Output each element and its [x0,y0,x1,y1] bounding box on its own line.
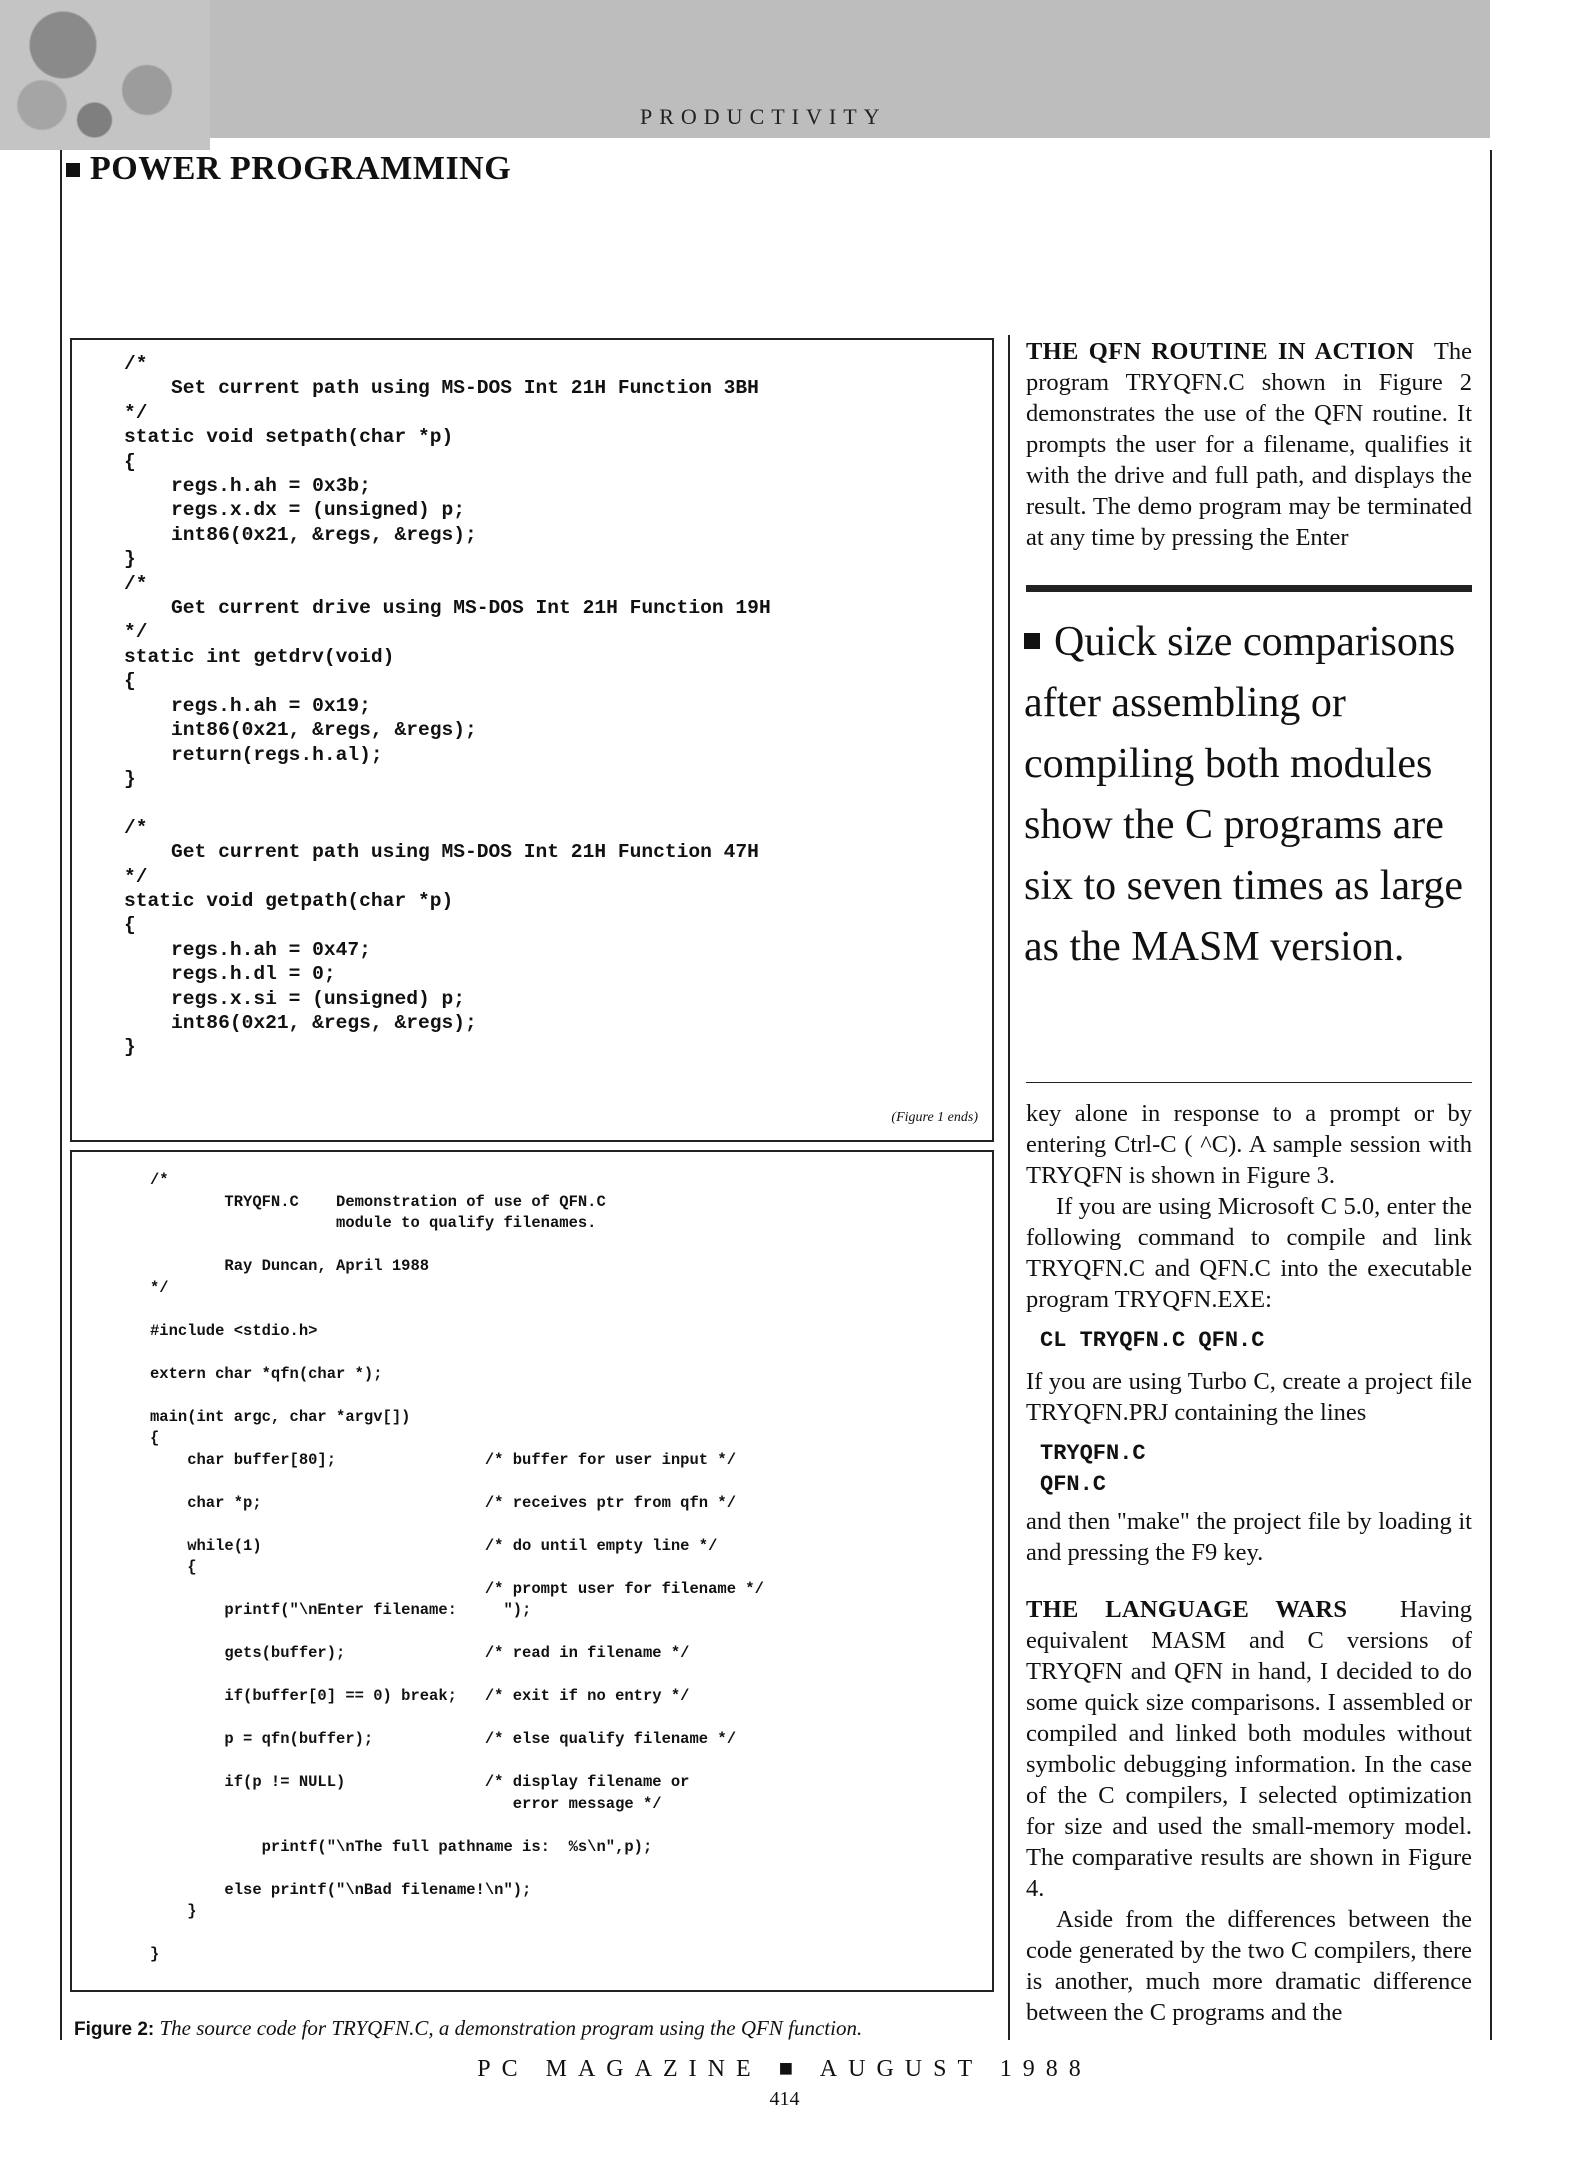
figure2-caption-label: Figure 2: [74,2019,155,2040]
pullquote-top-rule [1026,585,1472,592]
footer-magazine: PC MAGAZINE ■ AUGUST 1988 [477,2056,1092,2082]
figure1-ends-label: (Figure 1 ends) [891,1110,978,1125]
section2-heading: THE LANGUAGE WARS [1026,1596,1348,1623]
left-rule [60,150,62,2040]
prj-line-2: QFN.C [1040,1472,1107,1497]
header-texture [0,0,210,150]
section-label: PRODUCTIVITY [640,104,887,129]
pullquote-bottom-rule [1026,1082,1472,1083]
section1-heading: THE QFN ROUTINE IN ACTION [1026,338,1415,365]
para-msc: If you are using Microsoft C 5.0, enter the following command to compile and link TRYQFN.C and QFN.C into the executable program TRYQFN.EXE: [1026,1193,1472,1313]
section-title: POWER PROGRAMMING [90,150,512,187]
right-rule [1490,150,1492,2040]
pullquote-text: Quick size comparisons after assembling or compiling both modules show the C programs are six to seven times as large as the MASM version. [1024,619,1463,970]
column-rule [1008,335,1010,2040]
figure2-caption [74,2016,862,2041]
cmd-line: CL TRYQFN.C QFN.C [1040,1328,1265,1353]
figure1-code: /* Set current path using MS-DOS Int 21H Function 3BH */ static void setpath(char *p) { regs.h.ah = 0x3b; regs.x.dx = (unsigned) p; int86(0x21, &regs, &regs); } /* Get current drive using MS-DOS Int 21H Function 19H */ static int getdrv(void) { regs.h.ah = 0x19; int86(0x21, &regs, &regs); return(regs.h.al); } /* Get current path using MS-DOS Int 21H Function 47H */ static void getpath(char *p) { regs.h.ah = 0x47; regs.h.dl = 0; regs.x.si = (unsigned) p; int86(0x21, &regs, &regs); } [124,353,771,1059]
figure2-caption-text: The source code for TRYQFN.C, a demonstration program using the QFN function. [159,2016,863,2040]
figure2-code: /* TRYQFN.C Demonstration of use of QFN.C module to qualify filenames. Ray Duncan, April 1988 */ #include <stdio.h> extern char *qfn(char *); main(int argc, char *argv[]) { char buffer[80]; /* buffer for user input */ char *p; /* receives ptr from qfn */ while(1) /* do until empty line */ { /* prompt user for filename */ printf("\nEnter filename: "); gets(buffer); /* read in filename */ if(buffer[0] == 0) break; /* exit if no entry */ p = qfn(buffer); /* else qualify filename */ if(p != NULL) /* display filename or error message */ printf("\nThe full pathname is: %s\n",p); else printf("\nBad filename!\n"); } } [150,1171,764,1963]
pullquote-bullet-icon [1024,633,1040,649]
section1 [1026,336,1472,553]
para-make: and then "make" the project file by loading it and pressing the F9 key. [1026,1508,1472,1566]
section2-text: Having equivalent MASM and C versions of TRYQFN and QFN in hand, I decided to do some quick size comparisons. I assembled or compiled and linked both modules without symbolic debugging information. In the case of the C compilers, I selected optimization for size and used the small-memory model. The comparative results are shown in Figure 4. [1026,1596,1473,1902]
pullquote [1024,612,1474,978]
para-aside: Aside from the differences between the code generated by the two C compilers, there is another, much more dramatic difference between the C programs and the [1026,1906,1472,2026]
para-turbo: If you are using Turbo C, create a project file TRYQFN.PRJ containing the lines [1026,1368,1472,1426]
prj-line-1: TRYQFN.C [1040,1441,1146,1466]
para-cont: key alone in response to a prompt or by entering Ctrl-C ( ^C). A sample session with TRYQFN is shown in Figure 3. [1026,1100,1472,1189]
title-bullet-icon [66,163,80,177]
section1-text: The program TRYQFN.C shown in Figure 2 demonstrates the use of the QFN routine. It prompts the user for a filename, qualifies it with the drive and full path, and displays the result. The demo program may be terminated at any time by pressing the Enter [1026,338,1473,551]
column-continued [1026,1098,1472,2028]
page-number: 414 [769,2088,800,2110]
